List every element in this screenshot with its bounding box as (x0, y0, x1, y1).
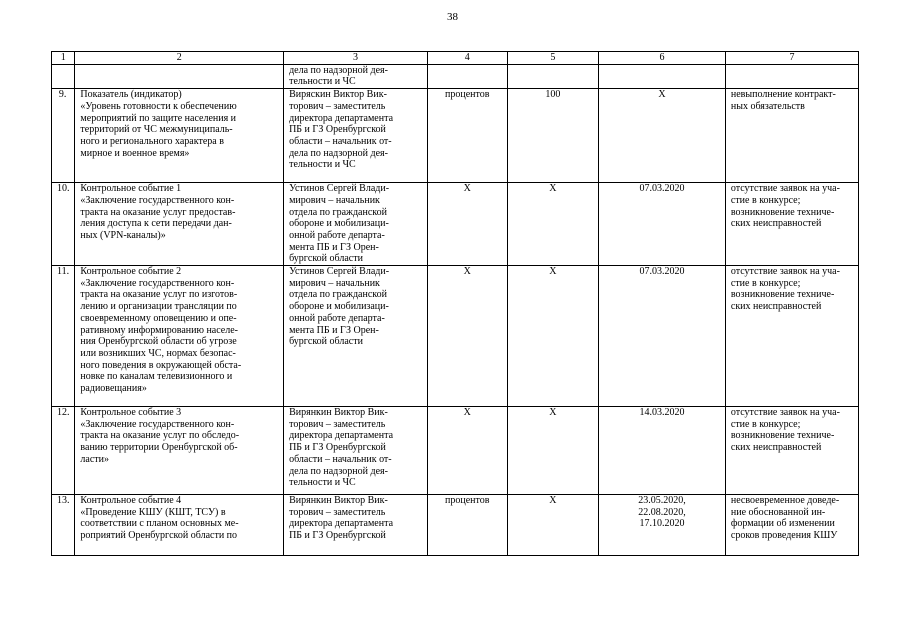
risk-description: отсутствие заявок на уча- стие в конкурсе; возникновение техниче- ских неисправностей (725, 266, 858, 407)
unit: X (427, 183, 507, 266)
responsible-person: Устинов Сергей Влади- мирович – начальник отдела по гражданской обороне и мобилизаци- онной работе департа- мента ПБ и ГЗ Орен- бургской области (284, 183, 428, 266)
row-number: 9. (52, 89, 75, 183)
deadline-date: 14.03.2020 (599, 407, 726, 495)
responsible-person: дела по надзорной дея- тельности и ЧС (284, 64, 428, 88)
row-number (52, 64, 75, 88)
column-header: 2 (75, 52, 284, 65)
table-row (52, 407, 859, 495)
target-value: X (507, 407, 599, 495)
column-number-row (52, 52, 859, 65)
deadline-date: X (599, 89, 726, 183)
responsible-person: Виряскин Виктор Вик- торович – заместитель директора департамента ПБ и ГЗ Оренбургской области – начальник от- дела по надзорной дея- тельности и ЧС (284, 89, 428, 183)
column-header: 4 (427, 52, 507, 65)
event-description: Контрольное событие 1 «Заключение государственного кон- тракта на оказание услуг предостав- ления доступа к сети передачи дан- ных (VPN-каналы)» (75, 183, 284, 266)
row-number: 13. (52, 495, 75, 556)
deadline-date: 23.05.2020, 22.08.2020, 17.10.2020 (599, 495, 726, 556)
row-number: 10. (52, 183, 75, 266)
table-row (52, 183, 859, 266)
row-number: 11. (52, 266, 75, 407)
event-description: Контрольное событие 2 «Заключение государственного кон- тракта на оказание услуг по изготов- лению и организации трансляции по своевременному оповещению и опе- ративному информированию населе- ния Оренбургской области об угрозе или возникших ЧС, нормах безопас- ного поведения в окружающей обста- новке по каналам телевизионного и радиовещания» (75, 266, 284, 407)
row-number: 12. (52, 407, 75, 495)
column-header: 6 (599, 52, 726, 65)
column-header: 3 (284, 52, 428, 65)
table-row (52, 266, 859, 407)
unit: X (427, 407, 507, 495)
column-header: 7 (725, 52, 858, 65)
risk-description: несвоевременное доведе- ние обоснованной ин- формации об изменении сроков проведения КШУ (725, 495, 858, 556)
risk-description: отсутствие заявок на уча- стие в конкурсе; возникновение техниче- ских неисправностей (725, 183, 858, 266)
target-value: 100 (507, 89, 599, 183)
column-header: 5 (507, 52, 599, 65)
event-description: Контрольное событие 3 «Заключение государственного кон- тракта на оказание услуг по обследо- ванию территории Оренбургской об- ласти» (75, 407, 284, 495)
unit: X (427, 266, 507, 407)
risk-description (725, 64, 858, 88)
risk-description: отсутствие заявок на уча- стие в конкурсе; возникновение техниче- ских неисправностей (725, 407, 858, 495)
event-description (75, 64, 284, 88)
column-header: 1 (52, 52, 75, 65)
responsible-person: Вирянкин Виктор Вик- торович – заместитель директора департамента ПБ и ГЗ Оренбургской области – начальник от- дела по надзорной дея- тельности и ЧС (284, 407, 428, 495)
deadline-date: 07.03.2020 (599, 266, 726, 407)
table-row (52, 89, 859, 183)
risk-description: невыполнение контракт- ных обязательств (725, 89, 858, 183)
target-value: X (507, 183, 599, 266)
control-events-table (51, 51, 859, 556)
responsible-person: Вирянкин Виктор Вик- торович – заместитель директора департамента ПБ и ГЗ Оренбургской (284, 495, 428, 556)
deadline-date (599, 64, 726, 88)
event-description: Показатель (индикатор) «Уровень готовности к обеспечению мероприятий по защите населения и территорий от ЧС межмуниципаль- ного и регионального характера в мирное и военное время» (75, 89, 284, 183)
deadline-date: 07.03.2020 (599, 183, 726, 266)
unit (427, 64, 507, 88)
target-value (507, 64, 599, 88)
table-row (52, 64, 859, 88)
unit: процентов (427, 495, 507, 556)
table-row (52, 495, 859, 556)
target-value: X (507, 266, 599, 407)
target-value: X (507, 495, 599, 556)
unit: процентов (427, 89, 507, 183)
responsible-person: Устинов Сергей Влади- мирович – начальник отдела по гражданской обороне и мобилизаци- онной работе департа- мента ПБ и ГЗ Орен- бургской области (284, 266, 428, 407)
event-description: Контрольное событие 4 «Проведение КШУ (КШТ, ТСУ) в соответствии с планом основных ме- роприятий Оренбургской области по (75, 495, 284, 556)
page-number: 38 (447, 11, 458, 23)
